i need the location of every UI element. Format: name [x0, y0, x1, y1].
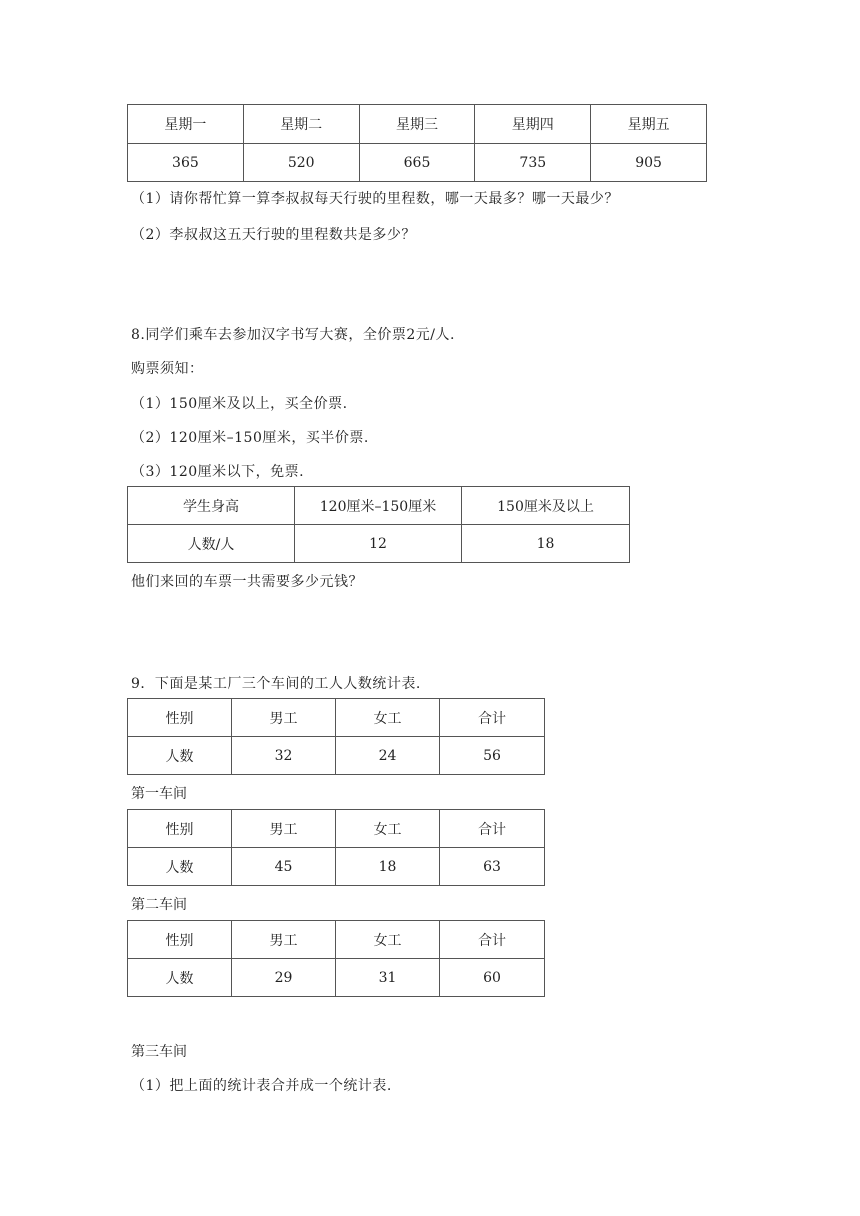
table-cell: 18 [462, 525, 630, 563]
table-cell: 星期二 [243, 105, 359, 144]
q8-rule-2: （2）120厘米–150厘米，买半价票. [131, 430, 369, 446]
table-cell: 29 [232, 959, 336, 997]
table-row [128, 144, 707, 182]
q9-title: 9．下面是某工厂三个车间的工人人数统计表. [131, 676, 421, 692]
table-cell: 365 [128, 144, 244, 182]
table-cell: 女工 [336, 810, 440, 848]
table-cell: 人数 [128, 737, 232, 775]
q7-subquestion-1: （1）请你帮忙算一算李叔叔每天行驶的里程数，哪一天最多？哪一天最少？ [131, 191, 619, 207]
table-cell: 120厘米–150厘米 [295, 487, 462, 525]
table-cell: 18 [336, 848, 440, 886]
table-cell: 520 [243, 144, 359, 182]
table-cell: 男工 [232, 921, 336, 959]
table-cell: 32 [232, 737, 336, 775]
q9-subquestion-1: （1）把上面的统计表合并成一个统计表. [131, 1078, 392, 1094]
table-cell: 12 [295, 525, 462, 563]
table-cell: 60 [440, 959, 545, 997]
table-cell: 男工 [232, 810, 336, 848]
q8-rule-1: （1）150厘米及以上，买全价票. [131, 396, 348, 412]
table-cell: 人数 [128, 848, 232, 886]
q8-rule-3: （3）120厘米以下，免票. [131, 464, 305, 480]
table-cell: 665 [359, 144, 475, 182]
table-cell: 150厘米及以上 [462, 487, 630, 525]
table-cell: 735 [475, 144, 591, 182]
table-cell: 63 [440, 848, 545, 886]
q8-question: 他们来回的车票一共需要多少元钱？ [131, 574, 363, 590]
workshop-1-table [127, 698, 545, 775]
table-cell: 性别 [128, 921, 232, 959]
mileage-table [127, 104, 707, 182]
table-cell: 性别 [128, 810, 232, 848]
table-cell: 星期一 [128, 105, 244, 144]
table-cell: 男工 [232, 699, 336, 737]
table-header-row [128, 921, 545, 959]
table-header-row [128, 699, 545, 737]
workshop-2-caption: 第二车间 [131, 897, 187, 913]
table-header-row [128, 487, 630, 525]
workshop-2-table [127, 809, 545, 886]
table-cell: 人数 [128, 959, 232, 997]
table-cell: 女工 [336, 699, 440, 737]
table-cell: 人数/人 [128, 525, 295, 563]
workshop-3-caption: 第三车间 [131, 1044, 187, 1060]
table-row [128, 737, 545, 775]
q8-title: 8.同学们乘车去参加汉字书写大赛，全价票2元/人. [131, 327, 455, 343]
table-cell: 24 [336, 737, 440, 775]
table-row [128, 959, 545, 997]
table-cell: 女工 [336, 921, 440, 959]
q7-subquestion-2: （2）李叔叔这五天行驶的里程数共是多少？ [131, 227, 416, 243]
table-row [128, 848, 545, 886]
table-cell: 31 [336, 959, 440, 997]
table-cell: 星期五 [591, 105, 707, 144]
table-cell: 45 [232, 848, 336, 886]
table-cell: 合计 [440, 699, 545, 737]
workshop-3-table [127, 920, 545, 997]
q8-notice: 购票须知： [131, 361, 204, 377]
table-header-row [128, 105, 707, 144]
table-cell: 905 [591, 144, 707, 182]
table-cell: 56 [440, 737, 545, 775]
table-cell: 合计 [440, 810, 545, 848]
table-cell: 星期四 [475, 105, 591, 144]
table-cell: 学生身高 [128, 487, 295, 525]
workshop-1-caption: 第一车间 [131, 786, 187, 802]
table-header-row [128, 810, 545, 848]
table-cell: 合计 [440, 921, 545, 959]
table-cell: 星期三 [359, 105, 475, 144]
table-row [128, 525, 630, 563]
ticket-table [127, 486, 630, 563]
table-cell: 性别 [128, 699, 232, 737]
